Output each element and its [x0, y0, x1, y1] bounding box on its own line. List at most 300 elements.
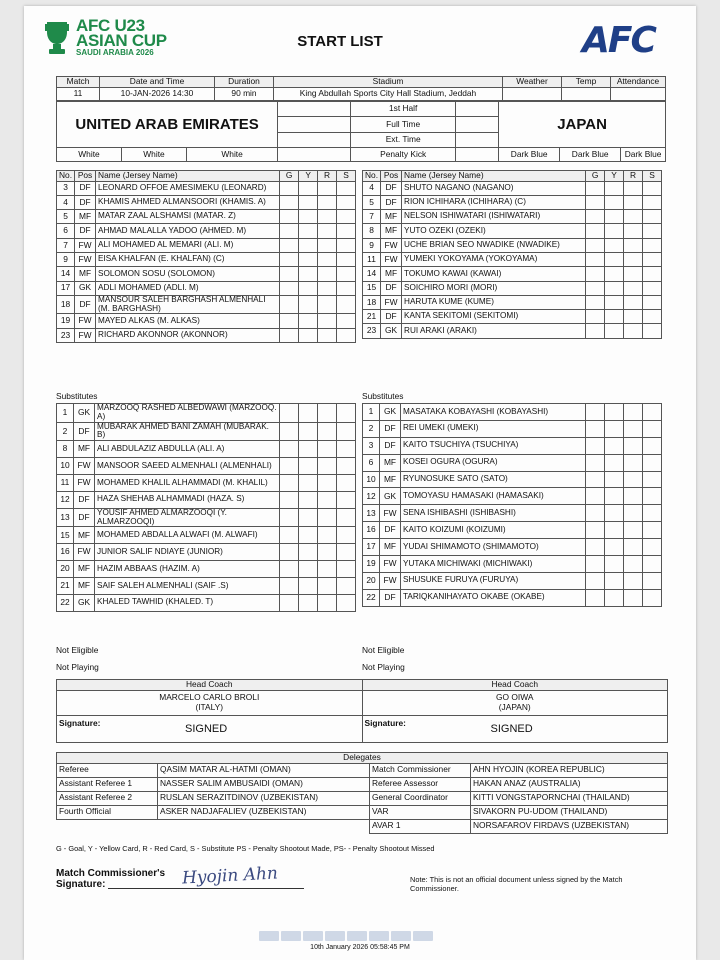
away-score-1h: [456, 102, 499, 117]
goal-cell: [586, 210, 605, 224]
player-row: [363, 556, 662, 573]
player-name: KHALED TAWHID (KHALED. T): [95, 594, 280, 611]
player-number: 22: [363, 589, 380, 606]
player-position: DF: [75, 224, 96, 238]
player-name: KAITO TSUCHIYA (TSUCHIYA): [401, 437, 586, 454]
goal-cell: [586, 281, 605, 295]
goal-cell: [586, 505, 605, 522]
player-position: DF: [380, 522, 401, 539]
red-card-cell: [318, 314, 337, 328]
player-number: 16: [363, 522, 380, 539]
player-number: 9: [363, 238, 381, 252]
yellow-card-cell: [299, 441, 318, 458]
substitute-cell: [337, 458, 356, 475]
player-row: [57, 267, 356, 281]
player-position: MF: [75, 267, 96, 281]
player-row: [363, 505, 662, 522]
sponsor-logos: [258, 928, 458, 942]
red-card-cell: [624, 420, 643, 437]
goal-cell: [586, 324, 605, 338]
player-row: [57, 295, 356, 314]
goal-cell: [280, 474, 299, 491]
goal-cell: [586, 252, 605, 266]
player-row: [57, 544, 356, 561]
player-number: 23: [57, 328, 75, 342]
delegate-name: QASIM MATAR AL-HATMI (OMAN): [158, 763, 370, 777]
goal-cell: [586, 267, 605, 281]
goal-cell: [280, 458, 299, 475]
goal-cell: [280, 544, 299, 561]
col-name: Name (Jersey Name): [402, 171, 586, 182]
substitute-cell: [643, 252, 662, 266]
delegate-row: [57, 791, 668, 805]
head-coach-table: [56, 679, 668, 743]
player-row: [363, 522, 662, 539]
col-g: G: [280, 171, 299, 182]
player-row: [363, 238, 662, 252]
player-position: DF: [75, 295, 96, 314]
player-row: [57, 561, 356, 578]
legend: G - Goal, Y - Yellow Card, R - Red Card, S - Substitute PS - Penalty Shootout Made, PS- - Penalty Shootout Missed: [56, 844, 435, 853]
player-row: [363, 310, 662, 324]
red-card-cell: [318, 210, 337, 224]
goal-cell: [586, 437, 605, 454]
home-not-eligible: Not Eligible: [56, 645, 99, 655]
yellow-card-cell: [299, 295, 318, 314]
player-number: 4: [57, 195, 75, 209]
player-number: 1: [57, 404, 74, 423]
away-coach-country: (JAPAN): [498, 701, 531, 712]
player-row: [363, 252, 662, 266]
player-name: NELSON ISHIWATARI (ISHIWATARI): [402, 210, 586, 224]
player-position: DF: [380, 437, 401, 454]
player-row: [57, 314, 356, 328]
red-card-cell: [318, 295, 337, 314]
goal-cell: [280, 195, 299, 209]
player-name: KHAMIS AHMED ALMANSOORI (KHAMIS. A): [96, 195, 280, 209]
red-card-cell: [624, 404, 643, 421]
red-card-cell: [624, 181, 643, 195]
home-score-1h: [278, 102, 351, 117]
substitute-cell: [643, 295, 662, 309]
substitute-cell: [337, 328, 356, 342]
player-number: 3: [363, 437, 380, 454]
substitute-cell: [643, 505, 662, 522]
yellow-card-cell: [299, 474, 318, 491]
player-name: SHUTO NAGANO (NAGANO): [402, 181, 586, 195]
goal-cell: [586, 454, 605, 471]
yellow-card-cell: [299, 281, 318, 295]
substitute-cell: [337, 252, 356, 266]
player-position: MF: [380, 539, 401, 556]
player-number: 3: [57, 181, 75, 195]
period-1st-half: 1st Half: [351, 102, 456, 117]
home-kit-3: White: [187, 148, 278, 162]
substitute-cell: [337, 508, 356, 527]
red-card-cell: [318, 561, 337, 578]
page-title: START LIST: [297, 33, 383, 50]
goal-cell: [280, 238, 299, 252]
player-row: [363, 295, 662, 309]
player-row: [57, 527, 356, 544]
player-name: ALI MOHAMED AL MEMARI (ALI. M): [96, 238, 280, 252]
player-number: 9: [57, 252, 75, 266]
away-signature-label: Signature:: [364, 717, 406, 728]
red-card-cell: [318, 195, 337, 209]
yellow-card-cell: [605, 310, 624, 324]
player-number: 15: [363, 281, 381, 295]
player-number: 17: [57, 281, 75, 295]
red-card-cell: [624, 252, 643, 266]
temp-value: [562, 87, 611, 100]
goal-cell: [586, 522, 605, 539]
goal-cell: [280, 181, 299, 195]
red-card-cell: [318, 404, 337, 423]
substitute-cell: [337, 224, 356, 238]
yellow-card-cell: [605, 252, 624, 266]
red-card-cell: [624, 437, 643, 454]
host-name: SAUDI ARABIA 2026: [76, 48, 154, 57]
away-subs-label: Substitutes: [362, 391, 404, 401]
red-card-cell: [624, 324, 643, 338]
home-subs-label: Substitutes: [56, 391, 98, 401]
away-kit-2: Dark Blue: [560, 148, 621, 162]
player-row: [363, 572, 662, 589]
player-row: [57, 491, 356, 508]
red-card-cell: [318, 474, 337, 491]
player-name: YOUSIF AHMED ALMARZOOQI (Y. ALMARZOOQI): [95, 508, 280, 527]
player-name: RION ICHIHARA (ICHIHARA) (C): [402, 195, 586, 209]
delegate-name: NORSAFAROV FIRDAVS (UZBEKISTAN): [471, 819, 668, 833]
player-row: [57, 422, 356, 441]
goal-cell: [280, 252, 299, 266]
player-number: 22: [57, 594, 74, 611]
yellow-card-cell: [605, 267, 624, 281]
delegate-role: Assistant Referee 1: [57, 777, 158, 791]
player-name: RUI ARAKI (ARAKI): [402, 324, 586, 338]
player-number: 2: [363, 420, 380, 437]
trophy-icon: [42, 20, 72, 56]
player-name: YUTO OZEKI (OZEKI): [402, 224, 586, 238]
player-name: KANTA SEKITOMI (SEKITOMI): [402, 310, 586, 324]
weather-value: [503, 87, 562, 100]
duration-label: Duration: [215, 77, 274, 88]
substitute-cell: [643, 572, 662, 589]
red-card-cell: [318, 578, 337, 595]
yellow-card-cell: [605, 589, 624, 606]
yellow-card-cell: [299, 195, 318, 209]
goal-cell: [280, 491, 299, 508]
player-number: 16: [57, 544, 74, 561]
player-number: 7: [363, 210, 381, 224]
player-name: MANSOOR SAEED ALMENHALI (ALMENHALI): [95, 458, 280, 475]
player-row: [57, 195, 356, 209]
player-name: HARUTA KUME (KUME): [402, 295, 586, 309]
yellow-card-cell: [605, 238, 624, 252]
substitute-cell: [337, 422, 356, 441]
yellow-card-cell: [605, 420, 624, 437]
substitute-cell: [643, 420, 662, 437]
player-name: MASATAKA KOBAYASHI (KOBAYASHI): [401, 404, 586, 421]
stadium-label: Stadium: [274, 77, 503, 88]
yellow-card-cell: [299, 404, 318, 423]
player-row: [57, 328, 356, 342]
home-score-ft: [278, 117, 351, 133]
red-card-cell: [318, 328, 337, 342]
player-position: MF: [381, 224, 402, 238]
home-score-pk: [278, 148, 351, 162]
player-row: [57, 238, 356, 252]
goal-cell: [586, 195, 605, 209]
player-name: REI UMEKI (UMEKI): [401, 420, 586, 437]
player-name: EISA KHALFAN (E. KHALFAN) (C): [96, 252, 280, 266]
yellow-card-cell: [605, 522, 624, 539]
player-number: 11: [57, 474, 74, 491]
substitute-cell: [337, 314, 356, 328]
player-name: MAYED ALKAS (M. ALKAS): [96, 314, 280, 328]
player-row: [57, 404, 356, 423]
player-position: FW: [75, 328, 96, 342]
period-full-time: Full Time: [351, 117, 456, 133]
player-row: [363, 404, 662, 421]
goal-cell: [586, 295, 605, 309]
player-row: [57, 474, 356, 491]
player-position: FW: [381, 238, 402, 252]
delegate-role: VAR: [370, 805, 471, 819]
player-number: 6: [363, 454, 380, 471]
player-number: 15: [57, 527, 74, 544]
col-s: S: [337, 171, 356, 182]
yellow-card-cell: [299, 422, 318, 441]
col-y: Y: [605, 171, 624, 182]
attendance-label: Attendance: [611, 77, 666, 88]
player-position: GK: [380, 488, 401, 505]
player-row: [57, 281, 356, 295]
delegate-name: [158, 819, 370, 833]
red-card-cell: [624, 454, 643, 471]
player-name: AHMAD MALALLA YADOO (AHMED. M): [96, 224, 280, 238]
goal-cell: [280, 422, 299, 441]
goal-cell: [280, 561, 299, 578]
away-signed: SIGNED: [490, 722, 533, 735]
substitute-cell: [643, 539, 662, 556]
substitute-cell: [337, 544, 356, 561]
delegate-name: KITTI VONGSTAPORNCHAI (THAILAND): [471, 791, 668, 805]
player-position: GK: [74, 594, 95, 611]
player-number: 14: [57, 267, 75, 281]
player-name: UCHE BRIAN SEO NWADIKE (NWADIKE): [402, 238, 586, 252]
player-position: FW: [381, 252, 402, 266]
away-coach-name: GO OIWA: [496, 692, 534, 702]
red-card-cell: [624, 589, 643, 606]
substitute-cell: [643, 488, 662, 505]
player-row: [363, 471, 662, 488]
player-row: [363, 210, 662, 224]
player-number: 21: [57, 578, 74, 595]
yellow-card-cell: [299, 210, 318, 224]
player-name: SENA ISHIBASHI (ISHIBASHI): [401, 505, 586, 522]
home-signature-label: Signature:: [59, 717, 101, 728]
player-row: [363, 281, 662, 295]
substitute-cell: [337, 491, 356, 508]
player-position: FW: [381, 295, 402, 309]
red-card-cell: [318, 527, 337, 544]
afc-logo: AFC: [582, 20, 655, 61]
delegate-name: ASKER NADJAFALIEV (UZBEKISTAN): [158, 805, 370, 819]
col-no: No.: [363, 171, 381, 182]
red-card-cell: [624, 572, 643, 589]
player-number: 12: [363, 488, 380, 505]
player-row: [363, 267, 662, 281]
delegate-row: [57, 763, 668, 777]
goal-cell: [280, 578, 299, 595]
substitute-cell: [643, 224, 662, 238]
col-g: G: [586, 171, 605, 182]
delegate-name: HAKAN ANAZ (AUSTRALIA): [471, 777, 668, 791]
match-commissioner-label: [56, 868, 165, 890]
goal-cell: [586, 556, 605, 573]
goal-cell: [280, 404, 299, 423]
yellow-card-cell: [605, 556, 624, 573]
yellow-card-cell: [605, 454, 624, 471]
red-card-cell: [624, 539, 643, 556]
away-starting-table: [362, 170, 662, 339]
match-value: 11: [57, 87, 100, 100]
substitute-cell: [643, 181, 662, 195]
player-row: [57, 224, 356, 238]
delegate-role: Referee: [57, 763, 158, 777]
yellow-card-cell: [605, 488, 624, 505]
player-row: [363, 195, 662, 209]
red-card-cell: [318, 267, 337, 281]
col-y: Y: [299, 171, 318, 182]
yellow-card-cell: [605, 404, 624, 421]
player-position: DF: [380, 420, 401, 437]
yellow-card-cell: [605, 181, 624, 195]
col-name: Name (Jersey Name): [96, 171, 280, 182]
mc-label-line2: Signature:: [56, 879, 106, 890]
home-kit-2: White: [122, 148, 187, 162]
player-row: [363, 454, 662, 471]
competition-name-2: ASIAN CUP: [76, 31, 167, 50]
player-position: MF: [74, 578, 95, 595]
goal-cell: [586, 404, 605, 421]
player-number: 6: [57, 224, 75, 238]
player-name: KOSEI OGURA (OGURA): [401, 454, 586, 471]
red-card-cell: [318, 458, 337, 475]
home-signed: SIGNED: [185, 722, 228, 735]
player-number: 18: [363, 295, 381, 309]
duration-value: 90 min: [215, 87, 274, 100]
player-number: 7: [57, 238, 75, 252]
player-number: 17: [363, 539, 380, 556]
player-position: FW: [75, 238, 96, 252]
delegate-name: AHN HYOJIN (KOREA REPUBLIC): [471, 763, 668, 777]
red-card-cell: [624, 281, 643, 295]
home-coach-country: (ITALY): [195, 701, 224, 712]
substitute-cell: [337, 210, 356, 224]
player-position: GK: [381, 324, 402, 338]
mc-label-line1: Match Commissioner's: [56, 868, 166, 879]
yellow-card-cell: [605, 281, 624, 295]
yellow-card-cell: [299, 238, 318, 252]
player-name: MANSOUR SALEH BARGHASH ALMENHALI (M. BARGHASH): [96, 295, 280, 314]
goal-cell: [280, 210, 299, 224]
goal-cell: [280, 224, 299, 238]
player-name: TOMOYASU HAMASAKI (HAMASAKI): [401, 488, 586, 505]
away-not-playing: Not Playing: [362, 662, 405, 672]
player-position: FW: [74, 544, 95, 561]
player-row: [57, 210, 356, 224]
player-name: MARZOOQ RASHED ALBEDWAWI (MARZOOQ. A): [95, 404, 280, 423]
yellow-card-cell: [299, 491, 318, 508]
substitute-cell: [337, 527, 356, 544]
substitute-cell: [643, 437, 662, 454]
goal-cell: [586, 572, 605, 589]
substitute-cell: [337, 195, 356, 209]
mc-signature: Hyojin Ahn: [181, 863, 279, 889]
substitute-cell: [337, 267, 356, 281]
red-card-cell: [318, 544, 337, 561]
red-card-cell: [318, 594, 337, 611]
yellow-card-cell: [605, 539, 624, 556]
substitute-cell: [337, 561, 356, 578]
player-name: YUTAKA MICHIWAKI (MICHIWAKI): [401, 556, 586, 573]
player-number: 4: [363, 181, 381, 195]
red-card-cell: [318, 441, 337, 458]
player-row: [57, 458, 356, 475]
temp-label: Temp: [562, 77, 611, 88]
player-position: MF: [381, 267, 402, 281]
away-kit-1: Dark Blue: [499, 148, 560, 162]
goal-cell: [280, 314, 299, 328]
substitute-cell: [337, 181, 356, 195]
substitute-cell: [643, 454, 662, 471]
yellow-card-cell: [299, 544, 318, 561]
player-name: MUBARAK AHMED BANI ZAMAH (MUBARAK. B): [95, 422, 280, 441]
yellow-card-cell: [605, 224, 624, 238]
delegate-role: [57, 819, 158, 833]
home-team-name: UNITED ARAB EMIRATES: [57, 102, 278, 148]
player-row: [57, 252, 356, 266]
match-info-table: [56, 76, 666, 101]
player-number: 8: [363, 224, 381, 238]
home-score-et: [278, 133, 351, 148]
player-position: DF: [75, 181, 96, 195]
player-position: MF: [74, 561, 95, 578]
player-number: 11: [363, 252, 381, 266]
home-subs-table: [56, 403, 356, 612]
home-coach-label: Head Coach: [57, 680, 363, 691]
datetime-label: Date and Time: [100, 77, 215, 88]
signature-line: [108, 888, 304, 889]
player-position: MF: [380, 471, 401, 488]
player-row: [57, 181, 356, 195]
player-row: [363, 224, 662, 238]
player-row: [363, 437, 662, 454]
red-card-cell: [318, 238, 337, 252]
red-card-cell: [624, 505, 643, 522]
col-no: No.: [57, 171, 75, 182]
player-name: TOKUMO KAWAI (KAWAI): [402, 267, 586, 281]
home-starting-table: [56, 170, 356, 343]
goal-cell: [280, 508, 299, 527]
substitute-cell: [337, 295, 356, 314]
col-r: R: [624, 171, 643, 182]
away-not-eligible: Not Eligible: [362, 645, 405, 655]
col-r: R: [318, 171, 337, 182]
player-name: HAZIM ABBAAS (HAZIM. A): [95, 561, 280, 578]
